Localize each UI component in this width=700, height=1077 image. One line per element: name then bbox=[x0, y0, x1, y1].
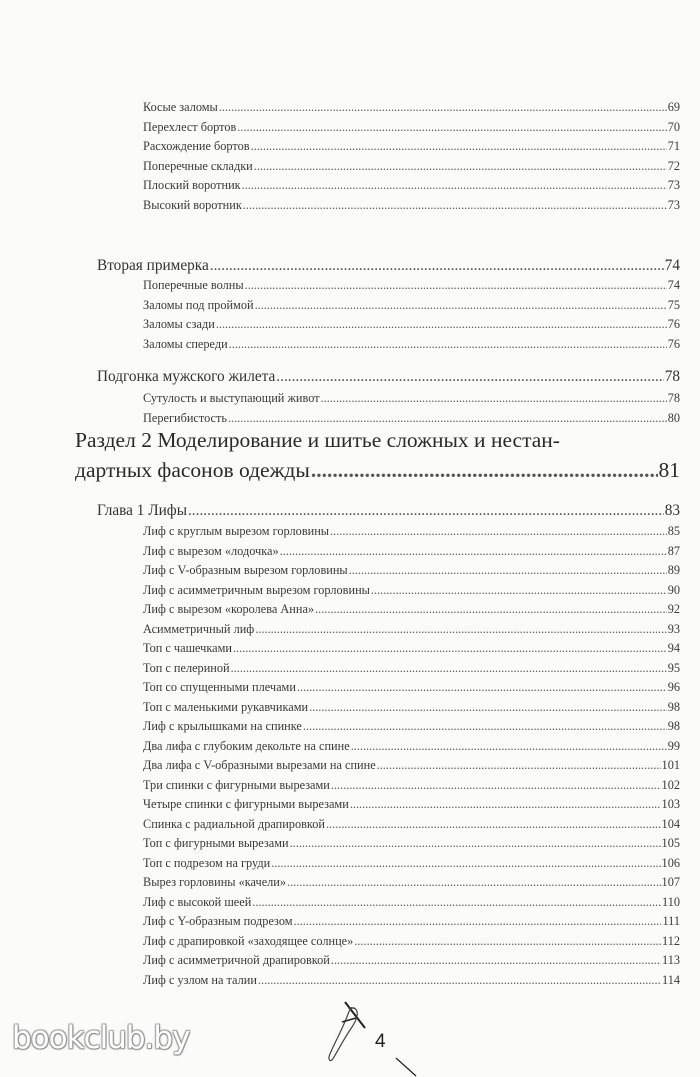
toc-entry-title: Перехлест бортов bbox=[143, 119, 237, 134]
toc-entry[interactable] bbox=[143, 875, 680, 893]
toc-entry-title: Лиф с круглым вырезом горловины bbox=[143, 524, 330, 538]
section-2-title-line2: дартных фасонов одежды bbox=[75, 458, 310, 482]
toc-entry-title: Четыре спинки с фигурными вырезами bbox=[143, 797, 349, 811]
dot-leader bbox=[242, 178, 667, 193]
toc-entry[interactable] bbox=[143, 817, 680, 835]
toc-entry-page: 111 bbox=[662, 914, 680, 928]
dot-leader bbox=[377, 758, 661, 773]
dot-leader bbox=[303, 719, 667, 734]
toc-entry-title: Расхождение бортов bbox=[143, 139, 250, 154]
toc-entry-page: 94 bbox=[667, 641, 680, 655]
toc-entry[interactable] bbox=[143, 973, 680, 991]
toc-entry-title: Топ с маленькими рукавчиками bbox=[143, 699, 309, 714]
toc-entry-page: 75 bbox=[667, 297, 680, 312]
toc-entry[interactable] bbox=[143, 914, 680, 932]
dot-leader bbox=[294, 914, 662, 929]
toc-entry[interactable] bbox=[143, 159, 680, 177]
dot-leader bbox=[309, 700, 667, 715]
toc-entry-title: Лиф с вырезом «лодочка» bbox=[143, 543, 279, 558]
dot-leader bbox=[330, 524, 667, 539]
toc-entry-title: Лиф с вырезом «королева Анна» bbox=[143, 602, 315, 616]
toc-entry[interactable] bbox=[143, 797, 680, 815]
toc-entry[interactable] bbox=[143, 622, 680, 640]
dot-leader bbox=[350, 797, 661, 812]
dot-leader bbox=[255, 622, 666, 637]
toc-entry-page: 70 bbox=[667, 119, 680, 134]
dot-leader bbox=[297, 680, 667, 695]
toc-entry-title: Вторая примерка bbox=[97, 257, 209, 274]
dot-leader bbox=[210, 257, 664, 275]
toc-entry-page: 113 bbox=[662, 953, 680, 967]
toc-entry[interactable] bbox=[143, 337, 680, 355]
toc-entry-page: 89 bbox=[667, 563, 680, 577]
toc-entry[interactable] bbox=[143, 856, 680, 874]
toc-entry-page: 92 bbox=[667, 602, 680, 616]
toc-entry-title: Лиф с асимметричной драпировкой bbox=[143, 953, 330, 967]
dot-leader bbox=[271, 856, 660, 871]
toc-entry-title: Поперечные складки bbox=[143, 158, 253, 173]
dot-leader bbox=[280, 544, 667, 559]
dot-leader bbox=[258, 973, 661, 988]
toc-entry-title: Асимметричный лиф bbox=[143, 621, 255, 636]
toc-entry-vest-fitting[interactable] bbox=[97, 368, 680, 388]
toc-entry[interactable] bbox=[143, 719, 680, 737]
toc-entry-page: 98 bbox=[667, 719, 680, 733]
toc-entry-title: Лиф с высокой шеей bbox=[143, 894, 252, 909]
toc-entry-page: 81 bbox=[658, 458, 680, 482]
toc-entry-page: 71 bbox=[667, 139, 680, 154]
toc-entry-page: 90 bbox=[667, 582, 680, 597]
dot-leader bbox=[351, 739, 667, 754]
toc-entry-title: Поперечные волны bbox=[143, 278, 244, 292]
toc-entry[interactable] bbox=[143, 953, 680, 971]
toc-entry-page: 69 bbox=[667, 100, 680, 114]
toc-entry-section-2[interactable] bbox=[75, 458, 680, 483]
toc-entry-page: 106 bbox=[661, 855, 680, 870]
toc-entry[interactable] bbox=[143, 120, 680, 138]
toc-entry[interactable] bbox=[143, 524, 680, 542]
toc-entry-page: 78 bbox=[667, 391, 680, 405]
toc-entry-page: 107 bbox=[661, 875, 680, 889]
dot-leader bbox=[228, 411, 667, 426]
toc-entry[interactable] bbox=[143, 661, 680, 679]
toc-entry-title: Сутулость и выступающий живот bbox=[143, 391, 320, 405]
toc-entry-title: Топ со спущенными плечами bbox=[143, 680, 296, 694]
toc-entry[interactable] bbox=[143, 602, 680, 620]
toc-entry[interactable] bbox=[143, 178, 680, 196]
toc-entry-title: Заломы сзади bbox=[143, 317, 215, 332]
toc-entry-title: Лиф с V-образным вырезом горловины bbox=[143, 563, 348, 577]
toc-entry-title: Заломы под проймой bbox=[143, 297, 254, 312]
toc-entry-chapter-1[interactable] bbox=[97, 502, 680, 522]
toc-entry-title: Лиф с драпировкой «заходящее солнце» bbox=[143, 933, 354, 948]
toc-entry-title: Лиф с асимметричным вырезом горловины bbox=[143, 582, 370, 597]
toc-entry-title: Два лифа с глубоким декольте на спине bbox=[143, 738, 350, 753]
toc-entry-page: 112 bbox=[662, 933, 680, 948]
toc-entry-second-fitting[interactable] bbox=[97, 257, 680, 277]
toc-entry-page: 87 bbox=[667, 543, 680, 558]
dot-leader bbox=[326, 817, 661, 832]
toc-entry-page: 98 bbox=[667, 699, 680, 714]
toc-entry[interactable] bbox=[143, 583, 680, 601]
toc-entry[interactable] bbox=[143, 298, 680, 316]
toc-entry-page: 95 bbox=[667, 660, 680, 675]
dot-leader bbox=[276, 368, 663, 386]
toc-entry-page: 74 bbox=[664, 257, 680, 274]
toc-entry-title: Заломы спереди bbox=[143, 336, 228, 351]
dot-leader bbox=[219, 100, 667, 115]
dot-leader bbox=[243, 198, 667, 213]
toc-entry-title: Топ с фигурными вырезами bbox=[143, 836, 289, 850]
toc-entry[interactable] bbox=[143, 680, 680, 698]
toc-entry-page: 76 bbox=[667, 317, 680, 332]
toc-entry[interactable] bbox=[143, 563, 680, 581]
toc-entry[interactable] bbox=[143, 778, 680, 796]
toc-entry-title: Топ с пелериной bbox=[143, 660, 230, 675]
toc-entry[interactable] bbox=[143, 139, 680, 157]
toc-entry-page: 76 bbox=[667, 336, 680, 351]
toc-entry-title: Лиф с узлом на талии bbox=[143, 972, 257, 987]
toc-entry[interactable] bbox=[143, 391, 680, 409]
dot-leader bbox=[188, 502, 664, 520]
toc-entry[interactable] bbox=[143, 411, 680, 429]
toc-entry-page: 80 bbox=[667, 410, 680, 425]
toc-entry-page: 83 bbox=[664, 502, 680, 519]
toc-entry-page: 74 bbox=[667, 278, 680, 292]
toc-entry-title: Вырез горловины «качели» bbox=[143, 875, 287, 889]
toc-entry-page: 96 bbox=[667, 680, 680, 694]
toc-entry[interactable] bbox=[143, 758, 680, 776]
dot-leader bbox=[216, 317, 667, 332]
dot-leader bbox=[321, 391, 667, 406]
toc-entry-title: Подгонка мужского жилета bbox=[97, 368, 276, 385]
toc-entry-title: Три спинки с фигурными вырезами bbox=[143, 777, 330, 792]
toc-entry-title: Топ с чашечками bbox=[143, 641, 232, 655]
toc-entry-page: 102 bbox=[661, 777, 680, 792]
toc-entry-title: Высокий воротник bbox=[143, 198, 242, 212]
dot-leader bbox=[252, 895, 661, 910]
dot-leader bbox=[229, 337, 667, 352]
dot-leader bbox=[245, 278, 667, 293]
toc-entry-page: 114 bbox=[662, 972, 680, 987]
dot-leader bbox=[290, 836, 661, 851]
toc-entry-title: Два лифа с V-образными вырезами на спине bbox=[143, 758, 376, 772]
toc-entry-page: 110 bbox=[662, 894, 680, 909]
toc-entry-title: Плоский воротник bbox=[143, 178, 241, 193]
dot-leader bbox=[254, 159, 667, 174]
dot-leader bbox=[354, 934, 661, 949]
toc-entry-page: 78 bbox=[664, 368, 680, 385]
toc-entry-page: 104 bbox=[661, 816, 680, 831]
dot-leader bbox=[237, 120, 666, 135]
toc-entry[interactable] bbox=[143, 895, 680, 913]
dot-leader bbox=[371, 583, 667, 598]
dot-leader bbox=[255, 298, 667, 313]
toc-entry-title: Перегибистость bbox=[143, 410, 227, 425]
section-2-title-line1: Раздел 2 Моделирование и шитье сложных и нестан- bbox=[75, 428, 560, 452]
toc-entry-page: 72 bbox=[667, 158, 680, 173]
toc-entry-page: 93 bbox=[667, 621, 680, 636]
toc-entry[interactable] bbox=[143, 700, 680, 718]
dot-leader bbox=[311, 458, 658, 483]
dot-leader bbox=[331, 953, 661, 968]
dot-leader bbox=[251, 139, 667, 154]
toc-entry-page: 99 bbox=[667, 738, 680, 753]
toc-entry[interactable] bbox=[143, 278, 680, 296]
dot-leader bbox=[233, 641, 667, 656]
toc-entry[interactable] bbox=[143, 100, 680, 118]
toc-entry[interactable] bbox=[143, 544, 680, 562]
dot-leader bbox=[315, 602, 667, 617]
dot-leader bbox=[331, 778, 661, 793]
toc-entry[interactable] bbox=[143, 317, 680, 335]
toc-entry-title: Глава 1 Лифы bbox=[97, 502, 187, 519]
toc-entry[interactable] bbox=[143, 934, 680, 952]
toc-entry-page: 101 bbox=[661, 758, 680, 772]
toc-entry-page: 73 bbox=[667, 198, 680, 212]
toc-entry[interactable] bbox=[143, 641, 680, 659]
page-number: 4 bbox=[375, 1031, 386, 1052]
toc-entry-title: Косые заломы bbox=[143, 100, 218, 114]
toc-entry-title: Спинка с радиальной драпировкой bbox=[143, 816, 325, 831]
dot-leader bbox=[231, 661, 667, 676]
dot-leader bbox=[287, 875, 661, 890]
toc-entry[interactable] bbox=[143, 739, 680, 757]
toc-entry-title: Лиф с Y-образным подрезом bbox=[143, 914, 293, 928]
toc-entry[interactable] bbox=[143, 836, 680, 854]
toc-entry-title: Топ с подрезом на груди bbox=[143, 855, 271, 870]
dot-leader bbox=[349, 563, 667, 578]
toc-entry[interactable] bbox=[143, 198, 680, 216]
toc-entry-page: 105 bbox=[661, 836, 680, 850]
toc-entry-title: Лиф с крылышками на спинке bbox=[143, 719, 302, 733]
toc-entry-page: 103 bbox=[661, 797, 680, 811]
watermark: bookclub.by bbox=[12, 1020, 190, 1056]
toc-entry-page: 85 bbox=[667, 524, 680, 538]
toc-entry-page: 73 bbox=[667, 178, 680, 193]
